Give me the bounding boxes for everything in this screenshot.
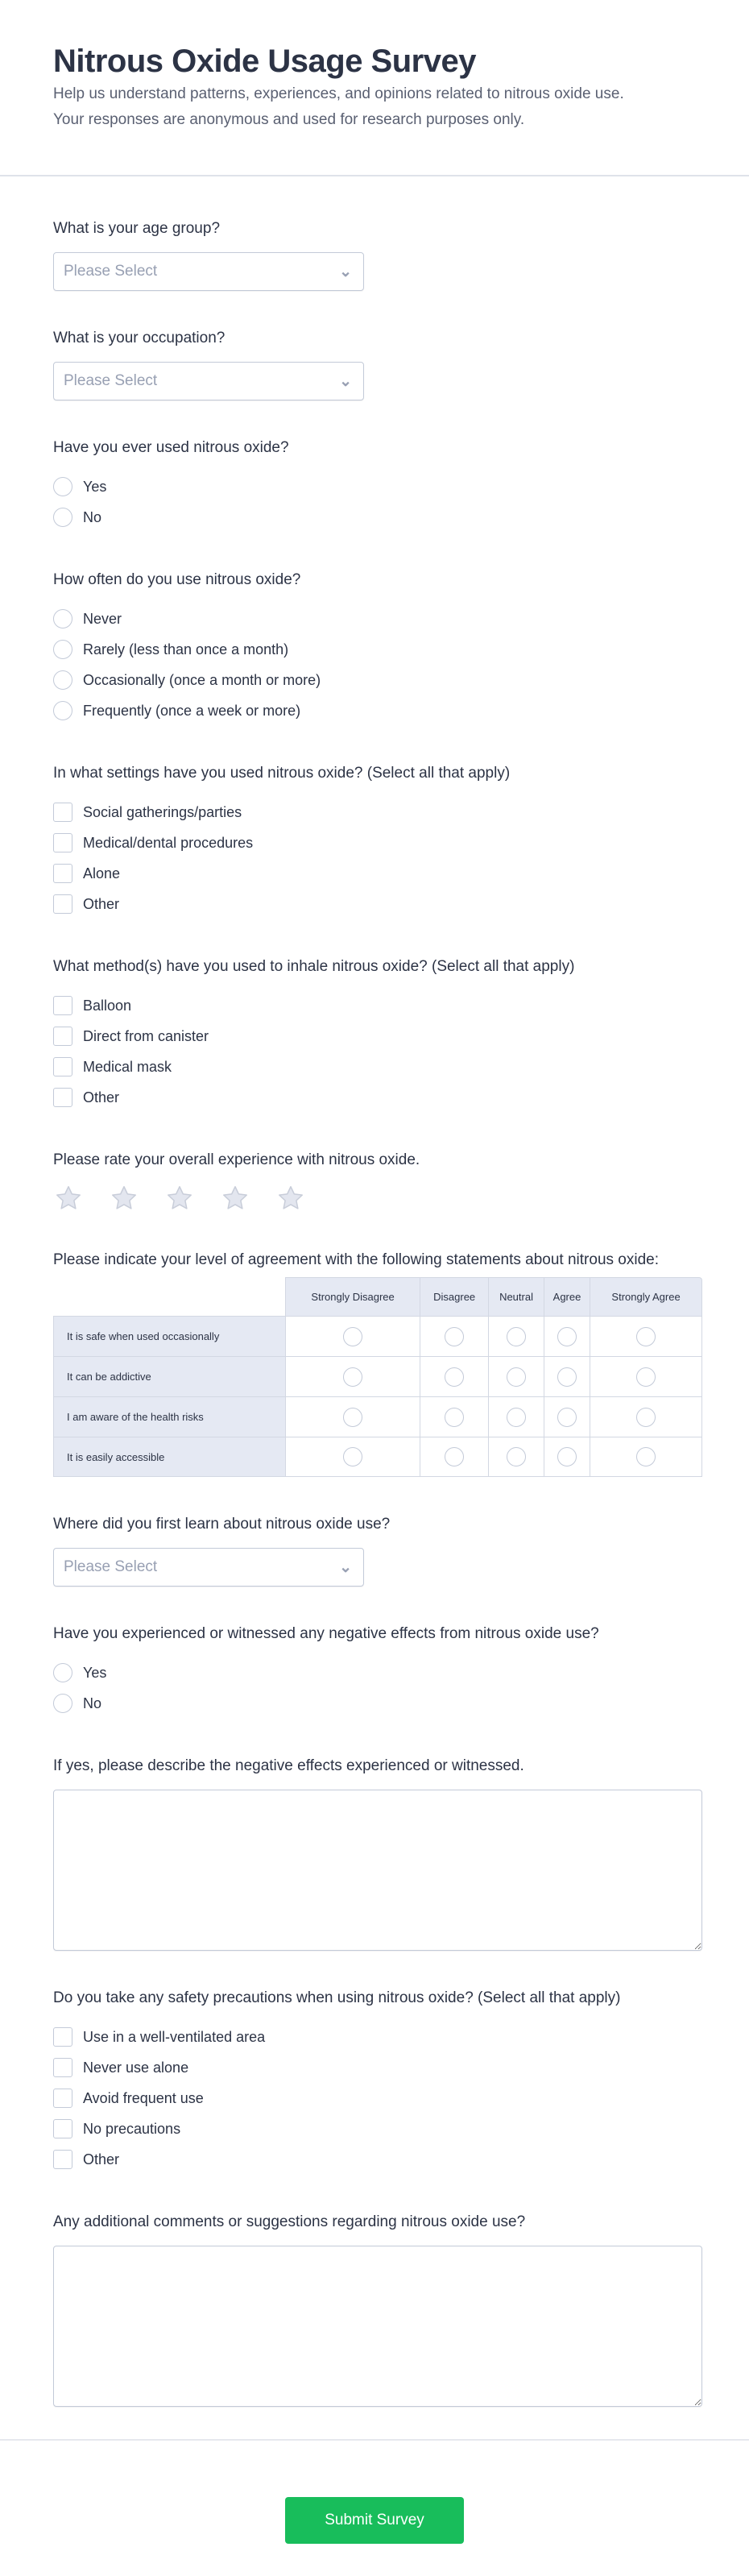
checkbox[interactable] bbox=[53, 1027, 72, 1046]
matrix-column-header: Strongly Disagree bbox=[285, 1277, 420, 1316]
option-label: Avoid frequent use bbox=[83, 2089, 204, 2106]
question-11 bbox=[53, 1756, 696, 1951]
matrix-row bbox=[53, 1316, 702, 1356]
checkbox[interactable] bbox=[53, 833, 72, 852]
question-label: Any additional comments or suggestions regarding nitrous oxide use? bbox=[53, 2213, 526, 2230]
option-label: Never bbox=[83, 610, 122, 627]
matrix-cell bbox=[488, 1316, 544, 1356]
question-label: What is your occupation? bbox=[53, 330, 226, 346]
matrix-radio[interactable] bbox=[445, 1327, 464, 1346]
dropdown-placeholder: Please Select bbox=[64, 263, 158, 280]
matrix-row-label: It is easily accessible bbox=[53, 1437, 285, 1477]
form-footer bbox=[0, 2439, 749, 2576]
checkbox-option[interactable] bbox=[53, 889, 696, 919]
checkbox-option[interactable] bbox=[53, 1052, 696, 1082]
option-label: No precautions bbox=[83, 2120, 181, 2137]
matrix-radio[interactable] bbox=[507, 1327, 526, 1346]
checkbox[interactable] bbox=[53, 2119, 72, 2138]
radio-button[interactable] bbox=[53, 670, 72, 690]
question-3 bbox=[53, 438, 696, 533]
matrix-radio[interactable] bbox=[507, 1447, 526, 1466]
matrix-radio[interactable] bbox=[557, 1447, 577, 1466]
checkbox[interactable] bbox=[53, 1088, 72, 1107]
option-label: Other bbox=[83, 895, 120, 912]
option-label: Social gatherings/parties bbox=[83, 803, 242, 820]
checkbox[interactable] bbox=[53, 2027, 72, 2047]
matrix-radio[interactable] bbox=[636, 1408, 656, 1427]
question-label: Please indicate your level of agreement with the following statements about nitrous oxide: bbox=[53, 1251, 659, 1268]
checkbox-option[interactable] bbox=[53, 2022, 696, 2052]
checkbox-option[interactable] bbox=[53, 858, 696, 889]
question-5 bbox=[53, 763, 696, 919]
checkbox-option[interactable] bbox=[53, 797, 696, 828]
matrix-radio[interactable] bbox=[636, 1447, 656, 1466]
checkbox[interactable] bbox=[53, 996, 72, 1015]
option-label: Rarely (less than once a month) bbox=[83, 641, 289, 657]
radio-option[interactable] bbox=[53, 695, 696, 726]
matrix-cell bbox=[590, 1316, 702, 1356]
star-icon[interactable] bbox=[164, 1184, 195, 1213]
question-label: If yes, please describe the negative effects experienced or witnessed. bbox=[53, 1757, 524, 1774]
matrix-column-header: Disagree bbox=[420, 1277, 488, 1316]
checkbox-option[interactable] bbox=[53, 1082, 696, 1113]
matrix-cell bbox=[544, 1437, 590, 1477]
radio-option[interactable] bbox=[53, 604, 696, 634]
checkbox[interactable] bbox=[53, 803, 72, 822]
option-label: Other bbox=[83, 2151, 120, 2167]
dropdown-placeholder: Please Select bbox=[64, 1558, 158, 1575]
question-10 bbox=[53, 1624, 696, 1719]
question-12 bbox=[53, 1988, 696, 2175]
checkbox-option[interactable] bbox=[53, 1021, 696, 1052]
dropdown-select[interactable] bbox=[53, 252, 364, 291]
option-label: Occasionally (once a month or more) bbox=[83, 671, 321, 688]
matrix-radio[interactable] bbox=[636, 1367, 656, 1387]
checkbox-option[interactable] bbox=[53, 2052, 696, 2083]
checkbox-option[interactable] bbox=[53, 2083, 696, 2113]
matrix-radio[interactable] bbox=[507, 1367, 526, 1387]
checkbox-option[interactable] bbox=[53, 828, 696, 858]
radio-button[interactable] bbox=[53, 508, 72, 527]
matrix-radio[interactable] bbox=[507, 1408, 526, 1427]
radio-option[interactable] bbox=[53, 634, 696, 665]
radio-button[interactable] bbox=[53, 640, 72, 659]
radio-button[interactable] bbox=[53, 477, 72, 496]
survey-form bbox=[0, 176, 749, 2439]
question-2 bbox=[53, 328, 696, 400]
matrix-cell bbox=[488, 1396, 544, 1437]
radio-button[interactable] bbox=[53, 1694, 72, 1713]
survey-header bbox=[0, 0, 749, 176]
radio-option[interactable] bbox=[53, 665, 696, 695]
matrix-cell bbox=[544, 1356, 590, 1396]
submit-survey-button[interactable]: Submit Survey bbox=[285, 2497, 464, 2544]
option-label: Medical mask bbox=[83, 1058, 172, 1075]
question-label: Have you ever used nitrous oxide? bbox=[53, 439, 289, 456]
matrix-radio[interactable] bbox=[557, 1367, 577, 1387]
checkbox[interactable] bbox=[53, 864, 72, 883]
matrix-row-label: It can be addictive bbox=[53, 1356, 285, 1396]
matrix-cell bbox=[285, 1437, 420, 1477]
matrix-column-header: Strongly Agree bbox=[590, 1277, 702, 1316]
star-icon[interactable] bbox=[220, 1184, 250, 1213]
option-label: No bbox=[83, 1695, 102, 1711]
option-label: Use in a well-ventilated area bbox=[83, 2028, 266, 2045]
matrix-radio[interactable] bbox=[343, 1367, 362, 1387]
matrix-cell bbox=[420, 1316, 488, 1356]
radio-option[interactable] bbox=[53, 502, 696, 533]
checkbox-option[interactable] bbox=[53, 2144, 696, 2175]
matrix-row bbox=[53, 1437, 702, 1477]
checkbox[interactable] bbox=[53, 2058, 72, 2077]
radio-button[interactable] bbox=[53, 609, 72, 628]
option-label: Alone bbox=[83, 865, 121, 881]
dropdown-select[interactable] bbox=[53, 1548, 364, 1587]
matrix-radio[interactable] bbox=[343, 1408, 362, 1427]
text-answer-input[interactable] bbox=[53, 1790, 702, 1951]
chevron-down-icon: ⌄ bbox=[339, 263, 352, 280]
question-4 bbox=[53, 570, 696, 726]
matrix-cell bbox=[590, 1437, 702, 1477]
question-8 bbox=[53, 1250, 696, 1477]
radio-option[interactable] bbox=[53, 1688, 696, 1719]
star-icon[interactable] bbox=[53, 1184, 84, 1213]
question-label: Have you experienced or witnessed any negative effects from nitrous oxide use? bbox=[53, 1625, 599, 1642]
matrix-corner bbox=[53, 1277, 285, 1316]
option-label: Yes bbox=[83, 1664, 107, 1681]
star-icon[interactable] bbox=[109, 1184, 139, 1213]
checkbox[interactable] bbox=[53, 2150, 72, 2169]
radio-option[interactable] bbox=[53, 1657, 696, 1688]
question-6 bbox=[53, 956, 696, 1113]
checkbox[interactable] bbox=[53, 2089, 72, 2108]
radio-option[interactable] bbox=[53, 471, 696, 502]
matrix-radio[interactable] bbox=[557, 1327, 577, 1346]
matrix-radio[interactable] bbox=[343, 1447, 362, 1466]
question-label: Do you take any safety precautions when using nitrous oxide? (Select all that apply) bbox=[53, 1989, 621, 2006]
matrix-cell bbox=[590, 1356, 702, 1396]
matrix-cell bbox=[285, 1316, 420, 1356]
page-title: Nitrous Oxide Usage Survey bbox=[53, 44, 476, 79]
question-label: Where did you first learn about nitrous oxide use? bbox=[53, 1516, 391, 1533]
question-label: What method(s) have you used to inhale nitrous oxide? (Select all that apply) bbox=[53, 958, 575, 975]
text-answer-input[interactable] bbox=[53, 2246, 702, 2407]
radio-button[interactable] bbox=[53, 701, 72, 720]
dropdown-placeholder: Please Select bbox=[64, 372, 158, 389]
matrix-cell bbox=[590, 1396, 702, 1437]
option-label: Yes bbox=[83, 478, 107, 495]
option-label: Frequently (once a week or more) bbox=[83, 702, 301, 719]
question-13 bbox=[53, 2212, 696, 2407]
checkbox-option[interactable] bbox=[53, 990, 696, 1021]
matrix-column-header: Agree bbox=[544, 1277, 590, 1316]
matrix-radio[interactable] bbox=[343, 1327, 362, 1346]
matrix-radio[interactable] bbox=[445, 1367, 464, 1387]
checkbox-option[interactable] bbox=[53, 2113, 696, 2144]
question-1 bbox=[53, 218, 696, 291]
chevron-down-icon: ⌄ bbox=[339, 372, 352, 390]
question-label: What is your age group? bbox=[53, 220, 221, 237]
checkbox[interactable] bbox=[53, 1057, 72, 1076]
page-subtitle: Help us understand patterns, experiences, and opinions related to nitrous oxide use. bbox=[53, 85, 624, 102]
question-label: In what settings have you used nitrous oxide? (Select all that apply) bbox=[53, 765, 511, 782]
option-label: Never use alone bbox=[83, 2059, 189, 2076]
question-9 bbox=[53, 1514, 696, 1587]
option-label: Balloon bbox=[83, 997, 132, 1014]
option-label: Direct from canister bbox=[83, 1027, 209, 1044]
matrix-row-label: It is safe when used occasionally bbox=[53, 1316, 285, 1356]
question-label: Please rate your overall experience with nitrous oxide. bbox=[53, 1151, 420, 1168]
matrix-radio[interactable] bbox=[636, 1327, 656, 1346]
matrix-radio[interactable] bbox=[445, 1447, 464, 1466]
matrix-column-header: Neutral bbox=[488, 1277, 544, 1316]
question-label: How often do you use nitrous oxide? bbox=[53, 571, 301, 588]
matrix-radio[interactable] bbox=[445, 1408, 464, 1427]
matrix-cell bbox=[285, 1396, 420, 1437]
matrix-radio[interactable] bbox=[557, 1408, 577, 1427]
matrix-cell bbox=[420, 1356, 488, 1396]
option-label: Medical/dental procedures bbox=[83, 834, 254, 851]
option-label: Other bbox=[83, 1089, 120, 1105]
agreement-matrix bbox=[53, 1277, 702, 1477]
matrix-header-row bbox=[53, 1277, 702, 1316]
matrix-row-label: I am aware of the health risks bbox=[53, 1396, 285, 1437]
matrix-cell bbox=[420, 1396, 488, 1437]
dropdown-select[interactable] bbox=[53, 362, 364, 400]
star-rating bbox=[53, 1184, 696, 1213]
matrix-cell bbox=[488, 1437, 544, 1477]
chevron-down-icon: ⌄ bbox=[339, 1558, 352, 1576]
radio-button[interactable] bbox=[53, 1663, 72, 1682]
question-7 bbox=[53, 1150, 696, 1213]
matrix-row bbox=[53, 1396, 702, 1437]
page-subtitle-note: Your responses are anonymous and used for research purposes only. bbox=[53, 111, 525, 128]
matrix-cell bbox=[544, 1396, 590, 1437]
option-label: No bbox=[83, 508, 102, 525]
checkbox[interactable] bbox=[53, 894, 72, 914]
matrix-cell bbox=[285, 1356, 420, 1396]
matrix-row bbox=[53, 1356, 702, 1396]
matrix-cell bbox=[420, 1437, 488, 1477]
matrix-cell bbox=[488, 1356, 544, 1396]
star-icon[interactable] bbox=[275, 1184, 306, 1213]
matrix-cell bbox=[544, 1316, 590, 1356]
